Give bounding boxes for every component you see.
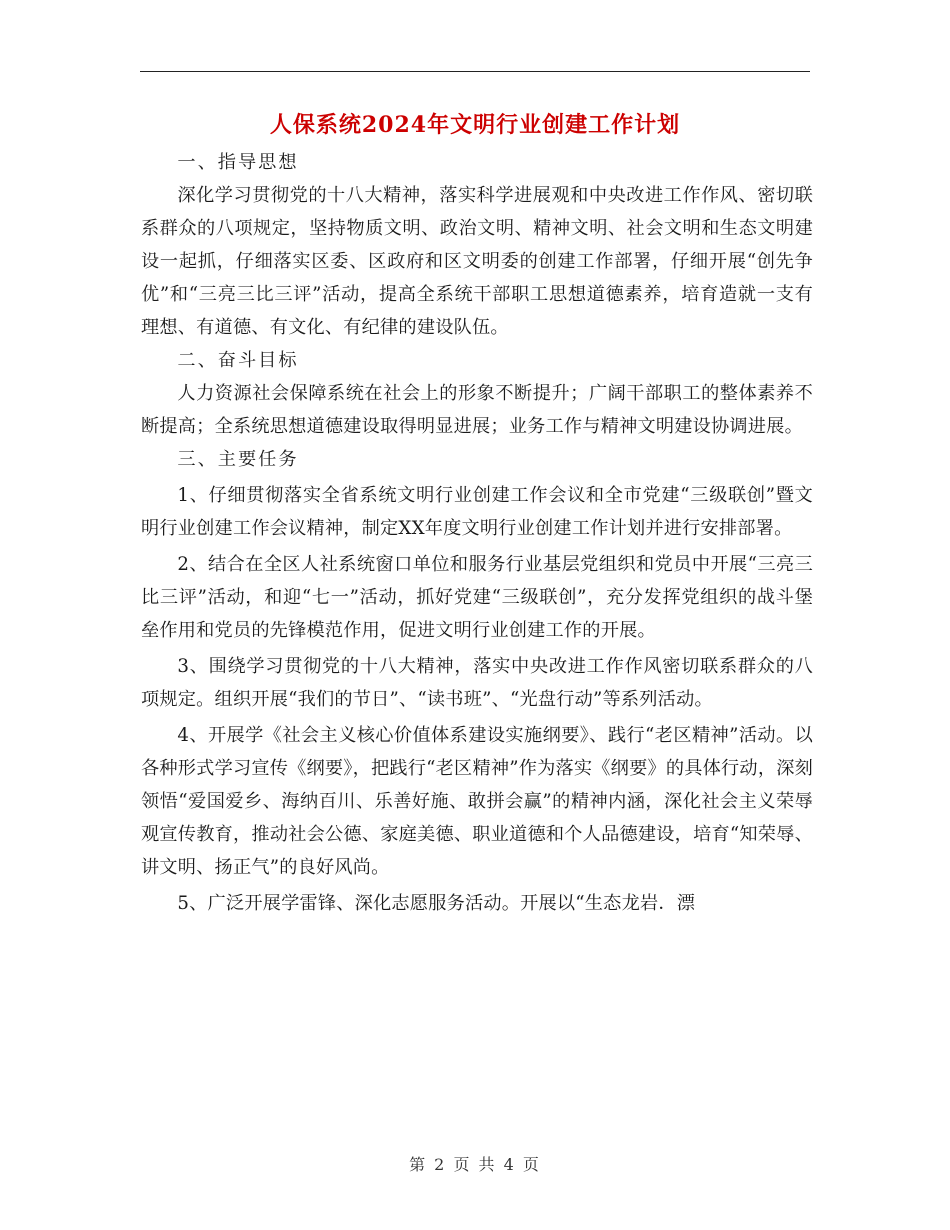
document-body: [141, 146, 813, 920]
paragraph-goals: 人力资源社会保障系统在社会上的形象不断提升；广阔干部职工的整体素养不断提高；全系统思想道德建设取得明显进展；业务工作与精神文明建设协调进展。: [141, 383, 813, 437]
task-item-3: 3、围绕学习贯彻党的十八大精神，落实中央改进工作作风密切联系群众的八项规定。组织开展“我们的节日”、“读书班”、“光盘行动”等系列活动。: [141, 656, 813, 710]
paragraph-guiding-ideology: 深化学习贯彻党的十八大精神，落实科学进展观和中央改进工作作风、密切联系群众的八项规定，坚持物质文明、政治文明、精神文明、社会文明和生态文明建设一起抓，仔细落实区委、区政府和区文明委的创建工作部署，仔细开展“创先争优”和“三亮三比三评”活动，提高全系统干部职工思想道德素养，培育造就一支有理想、有道德、有文化、有纪律的建设队伍。: [141, 185, 813, 338]
page-number: 第 2 页 共 4 页: [409, 1155, 541, 1174]
task-item-4: 4、开展学《社会主义核心价值体系建设实施纲要》、践行“老区精神”活动。以各种形式学习宣传《纲要》，把践行“老区精神”作为落实《纲要》的具体行动，深刻领悟“爱国爱乡、海纳百川、乐善好施、敢拼会赢”的精神内涵，深化社会主义荣辱观宣传教育，推动社会公德、家庭美德、职业道德和个人品德建设，培育“知荣辱、讲文明、扬正气”的良好风尚。: [141, 725, 813, 878]
section-heading-goals: 二、奋斗目标: [177, 350, 299, 371]
task-item-2: 2、结合在全区人社系统窗口单位和服务行业基层党组织和党员中开展“三亮三比三评”活动，和迎“七一”活动，抓好党建“三级联创”，充分发挥党组织的战斗堡垒作用和党员的先锋模范作用，促进文明行业创建工作的开展。: [141, 554, 813, 641]
header-rule: [140, 71, 810, 72]
section-heading-main-tasks: 三、主要任务: [177, 449, 299, 470]
task-item-5: 5、广泛开展学雷锋、深化志愿服务活动。开展以“生态龙岩．漂: [177, 893, 696, 914]
document-title: 人保系统2024年文明行业创建工作计划: [269, 112, 681, 138]
section-heading-guiding-ideology: 一、指导思想: [177, 152, 299, 173]
task-item-1: 1、仔细贯彻落实全省系统文明行业创建工作会议和全市党建“三级联创”暨文明行业创建工作会议精神，制定XX年度文明行业创建工作计划并进行安排部署。: [141, 485, 813, 539]
